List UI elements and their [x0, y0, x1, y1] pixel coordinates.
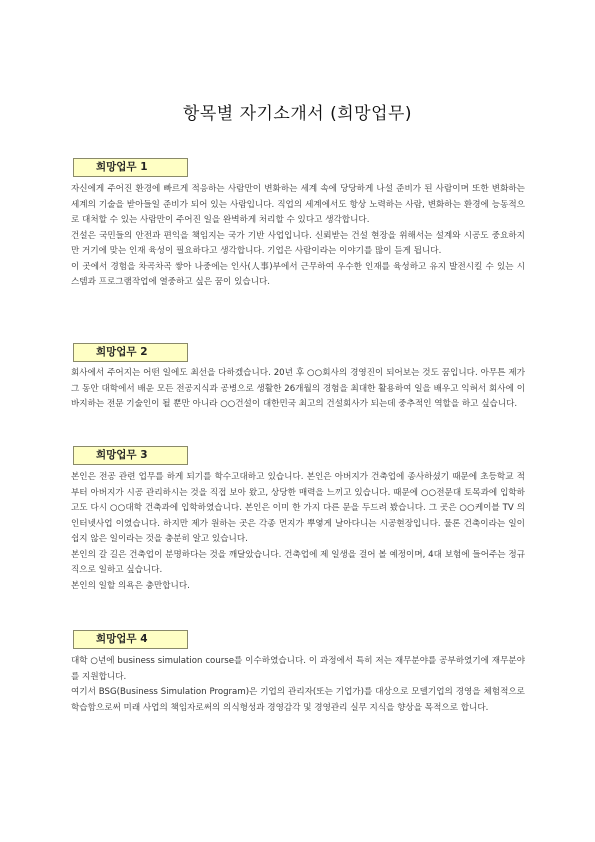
- section-4-paragraph-2: 여기서 BSG(Business Simulation Program)은 기업의 관리자(또는 기업가)를 대상으로 모델기업의 경영을 체험적으로 학습함으로써 미래 사업의 책임자로써의 의식형성과 경영감각 및 경영관리 실무 지식을 향상을 목적으로 합니다.: [71, 687, 525, 713]
- section-2-heading: 희망업무 2: [73, 343, 188, 362]
- section-1-paragraph-3: 이 곳에서 경험을 차곡차곡 쌓아 나중에는 인사(人事)부에서 근무하여 우수한 인재를 육성하고 유지 발전시킬 수 있는 시스템과 프로그램작업에 열중하고 싶은 꿈이 있습니다.: [71, 261, 525, 287]
- section-2-paragraph-1: 회사에서 주어지는 어떤 일에도 최선을 다하겠습니다. 20년 후 ○○회사의 경영진이 되어보는 것도 꿈입니다. 아무튼 제가 그 동안 대학에서 배운 모든 전공지식과 공병으로 생활한 26개월의 경험을 최대한 활용하여 일을 배우고 익혀서 회사에 이바지하는 전문 기술인이 될 뿐만 아니라 ○○건설이 대한민국 최고의 건설회사가 되는데 중추적인 역할을 하고 싶습니다.: [71, 368, 525, 409]
- section-4-heading: 희망업무 4: [73, 630, 188, 649]
- section-3-paragraph-2: 본인의 갈 길은 건축업이 분명하다는 것을 깨달았습니다. 건축업에 제 일생을 걸어 볼 예정이며, 4대 보험에 들어주는 정규직으로 일하고 싶습니다.: [71, 549, 525, 575]
- section-3-body: [71, 470, 525, 594]
- section-2-body: [71, 366, 525, 413]
- page-title: 항목별 자기소개서 (희망업무): [182, 104, 413, 124]
- section-1-body: [71, 182, 525, 291]
- section-4-body: [71, 654, 525, 716]
- section-1-paragraph-1: 자신에게 주어진 환경에 빠르게 적응하는 사람만이 변화하는 세계 속에 당당하게 나설 준비가 된 사람이며 또한 변화하는 세계의 기술을 받아들일 준비가 되어 있는 사람입니다. 직업의 세계에서도 항상 노력하는 사람, 변화하는 환경에 능동적으로 대처할 수 있는 사람만이 주어진 일을 완벽하게 처리할 수 있다고 생각합니다.: [71, 184, 525, 225]
- section-3-paragraph-1: 본인은 전공 관련 업무를 하게 되기를 학수고대하고 있습니다. 본인은 아버지가 건축업에 종사하셨기 때문에 초등학교 적부터 아버지가 시공 관리하시는 것을 직접 보아 왔고, 상당한 매력을 느끼고 있습니다. 때문에 ○○전문대 토목과에 입학하고도 다시 ○○대학 건축과에 입학하였습니다. 본인은 이미 한 가지 다른 문을 두드려 봤습니다. 그 곳은 ○○케이블 TV 의 인터넷사업 이였습니다. 하지만 제가 원하는 곳은 각종 먼지가 뿌옇게 날아다니는 시공현장입니다. 물론 건축이라는 일이 쉽지 않은 일이라는 것을 충분히 알고 있습니다.: [71, 472, 525, 544]
- section-1-heading: 희망업무 1: [73, 158, 188, 177]
- section-3-heading: 희망업무 3: [73, 446, 188, 465]
- section-3-paragraph-3: 본인의 일할 의욕은 충만합니다.: [71, 580, 190, 591]
- section-4-paragraph-1: 대학 ○년에 business simulation course를 이수하였습니다. 이 과정에서 특히 저는 재무분야를 공부하였기에 재무분야를 지원합니다.: [71, 656, 525, 682]
- section-1-paragraph-2: 건설은 국민들의 안전과 편익을 책임지는 국가 기반 사업입니다. 신뢰받는 건설 현장을 위해서는 설계와 시공도 중요하지만 거기에 맞는 인재 육성이 필요하다고 생각합니다. 기업은 사람이라는 이야기를 많이 듣게 됩니다.: [71, 230, 525, 256]
